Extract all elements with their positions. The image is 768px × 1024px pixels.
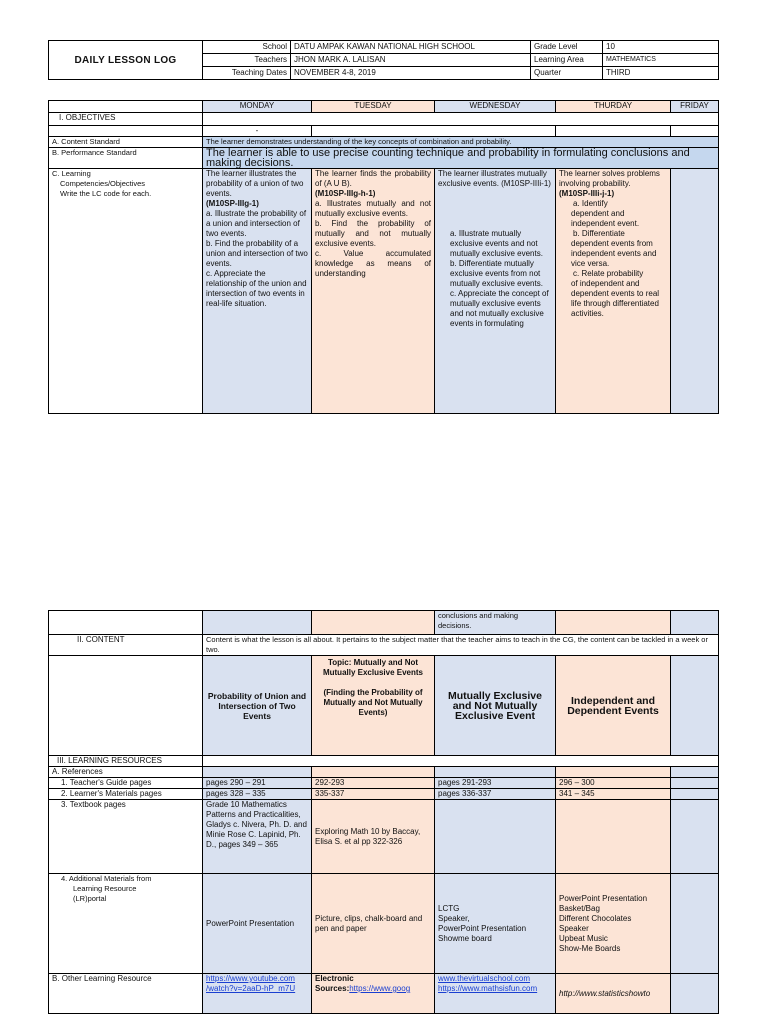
- performance-standard-label: B. Performance Standard: [49, 148, 203, 169]
- am-wednesday-4: Showme board: [438, 933, 492, 943]
- other-friday: [671, 974, 719, 1014]
- thursday-obj-a: dependent and independent event.: [571, 209, 640, 228]
- ref-tuesday: [312, 767, 435, 778]
- thursday-code: (M10SP-IIIi-j-1): [559, 189, 615, 198]
- textbook-label: 3. Textbook pages: [49, 800, 203, 874]
- references-label: A. References: [49, 767, 203, 778]
- thursday-intro: The learner solves problems involving probability.: [559, 169, 660, 188]
- am-thursday-6: Show-Me Boards: [559, 943, 621, 953]
- thursday-obj-a-letter: a. Identify: [573, 199, 608, 208]
- lm-thursday: 341 – 345: [556, 789, 671, 800]
- lm-friday: [671, 789, 719, 800]
- other-monday: [203, 974, 312, 1014]
- cont-tuesday-blank: [312, 611, 435, 635]
- topic-monday: Probability of Union and Intersection of Two Events: [203, 656, 312, 756]
- topic-thursday: Independent and Dependent Events: [556, 656, 671, 756]
- monday-code: (M10SP-IIIg-1): [206, 199, 259, 208]
- am-tuesday: Picture, clips, chalk-board and pen and paper: [312, 874, 435, 974]
- other-tuesday: [312, 974, 435, 1014]
- wednesday-spacer: [438, 189, 552, 229]
- tb-tuesday: Exploring Math 10 by Baccay, Elisa S. et al pp 322-326: [312, 800, 435, 874]
- other-resource-label: B. Other Learning Resource: [49, 974, 203, 1014]
- tuesday-intro: The learner finds the probability of (A U B).: [315, 169, 431, 188]
- tg-friday: [671, 778, 719, 789]
- other-tuesday-bold2: Sources:: [315, 984, 350, 993]
- tuesday-obj-c: c. Value accumulated knowledge as means of understanding: [315, 249, 431, 278]
- resources-heading: III. LEARNING RESOURCES: [49, 756, 203, 767]
- ref-wednesday: [435, 767, 556, 778]
- blank-label: [49, 126, 203, 137]
- am-label-line1: 4. Additional Materials from: [61, 874, 152, 883]
- wednesday-intro: The learner illustrates mutually exclusive events. (M10SP-IIIi-1): [438, 169, 551, 188]
- cont-thursday-blank: [556, 611, 671, 635]
- am-thursday-5: Upbeat Music: [559, 933, 608, 943]
- competencies-label: [49, 169, 203, 414]
- tb-monday: Grade 10 Mathematics Patterns and Practicalities, Gladys c. Nivera, Ph. D. and Minie Rose C. Lapinid, Ph. D., pages 349 – 365: [203, 800, 312, 874]
- content-resources-table: [48, 610, 719, 1014]
- blank-cell-a: [312, 126, 556, 137]
- cont-wednesday-text: conclusions and making decisions.: [435, 611, 556, 635]
- competency-tuesday: [312, 169, 435, 414]
- am-wednesday-2: Speaker,: [438, 913, 470, 923]
- cont-friday-blank: [671, 611, 719, 635]
- resources-blank: [203, 756, 719, 767]
- topic-tuesday-title: Topic: Mutually and Not Mutually Exclusive Events: [322, 658, 424, 677]
- wednesday-obj-a: a. Illustrate mutually exclusive events and not mutually exclusive events.: [450, 229, 543, 258]
- other-wednesday-link-2[interactable]: https://www.mathsisfun.com: [438, 984, 538, 993]
- cont-label-blank: [49, 611, 203, 635]
- content-standard-text: The learner demonstrates understanding of the key concepts of combination and probability.: [203, 137, 719, 148]
- ref-thursday: [556, 767, 671, 778]
- competency-wednesday: [435, 169, 556, 414]
- competency-monday: [203, 169, 312, 414]
- thursday-obj-c-letter: c. Relate probability: [573, 269, 644, 278]
- other-monday-link-2[interactable]: /watch?v=2aaD-hP_m7U: [206, 984, 296, 993]
- am-label-line2: Learning Resource: [73, 884, 137, 893]
- objectives-table: [48, 100, 719, 414]
- content-standard-label: A. Content Standard: [49, 137, 203, 148]
- grade-value: 10: [603, 41, 719, 54]
- teachers-guide-label: 1. Teacher's Guide pages: [49, 778, 203, 789]
- monday-obj-b: b. Find the probability of a union and intersection of two events.: [206, 239, 308, 268]
- school-value: DATU AMPAK KAWAN NATIONAL HIGH SCHOOL: [291, 41, 531, 54]
- ref-monday: [203, 767, 312, 778]
- area-label: Learning Area: [531, 54, 603, 67]
- tg-wednesday: pages 291-293: [435, 778, 556, 789]
- day-tuesday: TUESDAY: [312, 101, 435, 113]
- quarter-value: THIRD: [603, 67, 719, 80]
- thursday-obj-b-letter: b. Differentiate: [573, 229, 625, 238]
- wednesday-obj-b: b. Differentiate mutually exclusive events from not mutually exclusive events.: [450, 259, 543, 288]
- additional-materials-label: [49, 874, 203, 974]
- thursday-obj-c: of independent and dependent events to real life through differentiated activities.: [571, 279, 660, 318]
- objectives-blank: [203, 113, 719, 126]
- monday-obj-c: c. Appreciate the relationship of the union and intersection of two events in real-life situation.: [206, 269, 307, 308]
- other-wednesday: [435, 974, 556, 1014]
- learners-materials-label: 2. Learner's Materials pages: [49, 789, 203, 800]
- competencies-label-line3: Write the LC code for each.: [60, 189, 152, 198]
- monday-intro: The learner illustrates the probability of a union of two events.: [206, 169, 304, 198]
- lm-monday: pages 328 – 335: [203, 789, 312, 800]
- tb-wednesday: [435, 800, 556, 874]
- am-label-line3: (LR)portal: [73, 894, 107, 903]
- document-title: DAILY LESSON LOG: [49, 41, 203, 80]
- thursday-obj-b: dependent events from independent events and vice versa.: [571, 239, 657, 268]
- day-friday: FRIDAY: [671, 101, 719, 113]
- topic-friday: [671, 656, 719, 756]
- objectives-heading: I. OBJECTIVES: [49, 113, 203, 126]
- am-thursday-3: Different Chocolates: [559, 913, 632, 923]
- dash-cell: -: [203, 126, 312, 137]
- quarter-label: Quarter: [531, 67, 603, 80]
- lm-wednesday: pages 336-337: [435, 789, 556, 800]
- other-thursday[interactable]: http://www.statisticshowto: [556, 974, 671, 1014]
- am-wednesday: [435, 874, 556, 974]
- competency-friday: [671, 169, 719, 414]
- day-thursday: THURDAY: [556, 101, 671, 113]
- other-tuesday-link[interactable]: https://www.goog: [349, 984, 411, 993]
- other-monday-link-1[interactable]: https://www.youtube.com: [206, 974, 295, 983]
- teacher-value: JHON MARK A. LALISAN: [291, 54, 531, 67]
- topic-tuesday-sub: (Finding the Probability of Mutually and Not Mutually Events): [323, 688, 423, 717]
- other-wednesday-link-1[interactable]: www.thevirtualschool.com: [438, 974, 531, 983]
- tb-thursday: [556, 800, 671, 874]
- grade-label: Grade Level: [531, 41, 603, 54]
- dates-value: NOVEMBER 4-8, 2019: [291, 67, 531, 80]
- ref-friday: [671, 767, 719, 778]
- tg-monday: pages 290 – 291: [203, 778, 312, 789]
- tg-thursday: 296 – 300: [556, 778, 671, 789]
- content-label-blank: [49, 656, 203, 756]
- other-tuesday-bold: Electronic: [315, 974, 354, 983]
- day-monday: MONDAY: [203, 101, 312, 113]
- blank-cell-c: [671, 126, 719, 137]
- monday-obj-a: a. Illustrate the probability of a union and intersection of two events.: [206, 209, 307, 238]
- day-wednesday: WEDNESDAY: [435, 101, 556, 113]
- tuesday-code: (M10SP-IIIg-h-1): [315, 189, 376, 198]
- am-thursday: [556, 874, 671, 974]
- topic-wednesday: Mutually Exclusive and Not Mutually Exclusive Event: [435, 656, 556, 756]
- am-thursday-4: Speaker: [559, 923, 589, 933]
- competency-thursday: [556, 169, 671, 414]
- tuesday-obj-a: a. Illustrates mutually and not mutually exclusive events.: [315, 199, 431, 218]
- am-wednesday-1: LCTG: [438, 903, 460, 913]
- tg-tuesday: 292-293: [312, 778, 435, 789]
- topic-tuesday: [312, 656, 435, 756]
- tb-friday: [671, 800, 719, 874]
- dates-label: Teaching Dates: [203, 67, 291, 80]
- corner-cell: [49, 101, 203, 113]
- am-thursday-1: PowerPoint Presentation: [559, 893, 648, 903]
- content-description: Content is what the lesson is all about. It pertains to the subject matter that the teacher aims to teach in the CG, the content can be tackled in a week or two.: [203, 635, 719, 656]
- am-wednesday-3: PowerPoint Presentation: [438, 923, 527, 933]
- header-table: [48, 40, 719, 80]
- lm-tuesday: 335-337: [312, 789, 435, 800]
- blank-cell-b: [556, 126, 671, 137]
- competencies-label-line2: Competencies/Objectives: [60, 179, 146, 188]
- teacher-label: Teachers: [203, 54, 291, 67]
- am-friday: [671, 874, 719, 974]
- school-label: School: [203, 41, 291, 54]
- tuesday-obj-b: b. Find the probability of mutually and not mutually exclusive events.: [315, 219, 431, 248]
- content-heading: II. CONTENT: [49, 635, 203, 656]
- am-monday: PowerPoint Presentation: [203, 874, 312, 974]
- performance-standard-text: The learner is able to use precise counting technique and probability in formulating conclusions and making decisions.: [203, 148, 719, 169]
- competencies-label-line1: C. Learning: [52, 169, 91, 178]
- wednesday-obj-c: c. Appreciate the concept of mutually exclusive events and not mutually exclusive events in formulating: [450, 289, 549, 328]
- am-thursday-2: Basket/Bag: [559, 903, 600, 913]
- cont-monday-blank: [203, 611, 312, 635]
- area-value: MATHEMATICS: [603, 54, 719, 67]
